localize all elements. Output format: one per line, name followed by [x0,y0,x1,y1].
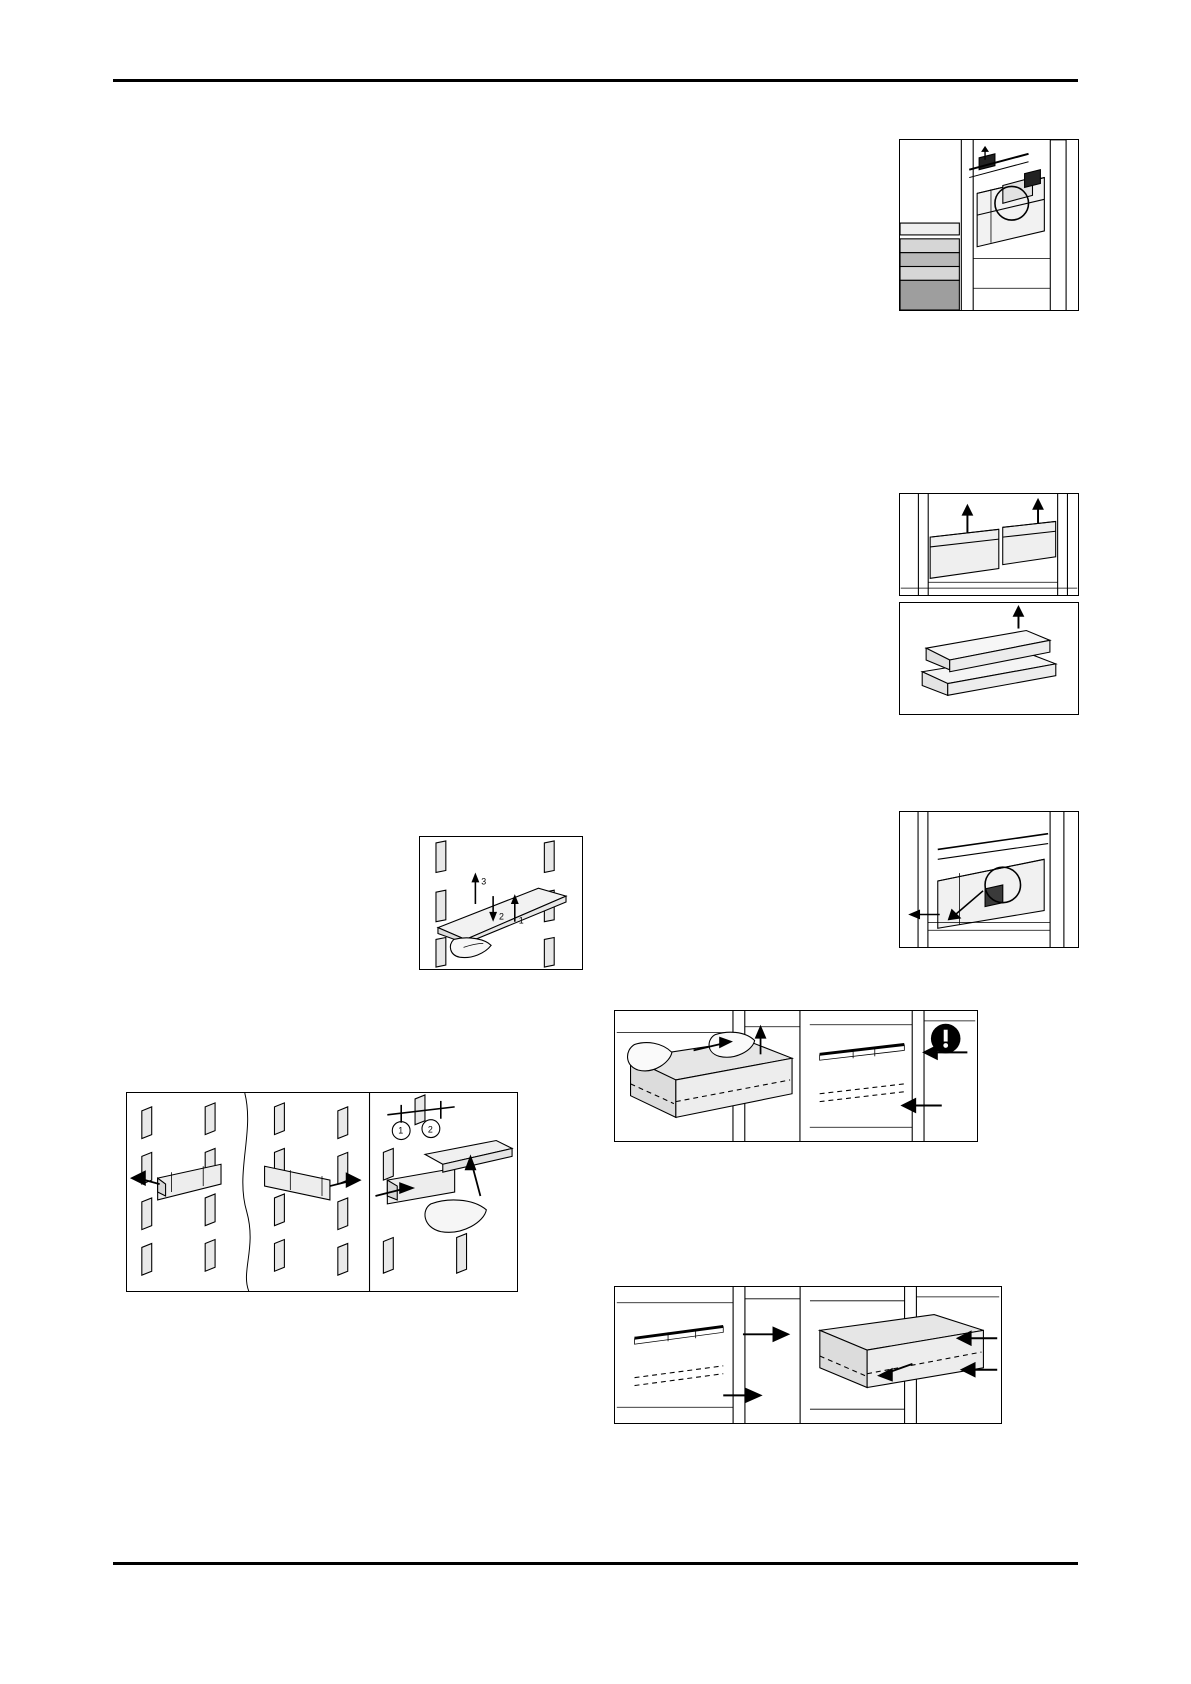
glass-shelf-label-3: 3 [481,876,487,887]
rails-label-1: 1 [398,1125,404,1136]
rails-label-2: 2 [427,1124,433,1135]
glass-shelf-label-2: 2 [499,911,504,922]
figure-lift-shelf-cover [899,602,1079,715]
figure-drawer-reinsertion [614,1286,1002,1424]
figure-door-shelf-latch [899,139,1079,311]
figure-drawer-removal [614,1010,978,1142]
footer-rule [113,1562,1078,1565]
figure-glass-shelf-removal [419,836,583,970]
header-rule [113,79,1078,82]
warning-badge [931,1024,961,1054]
figure-lift-door-bins [899,493,1079,596]
glass-shelf-label-1: 1 [518,915,524,926]
figure-door-rack-removal [899,811,1079,948]
figure-rails-repositioning [126,1092,518,1292]
